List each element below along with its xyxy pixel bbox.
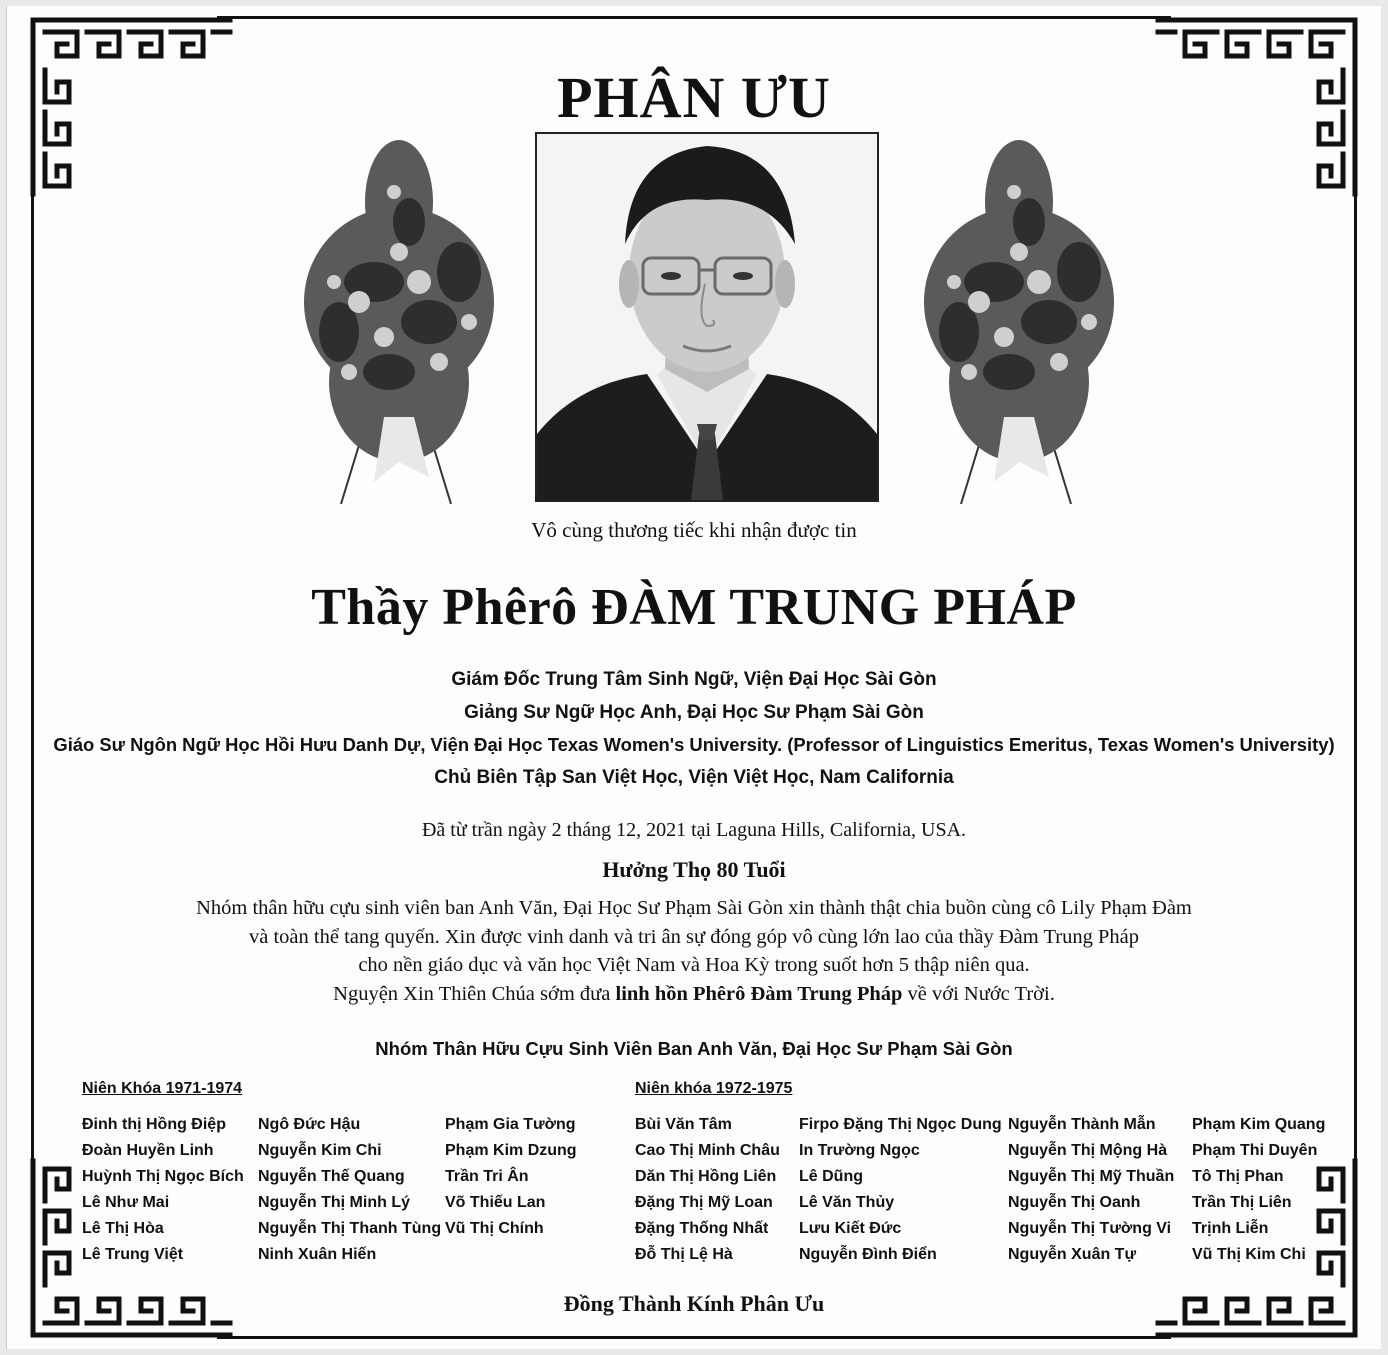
list-item: Bùi Văn Tâm [635,1116,732,1133]
list-item: Đoàn Huyền Linh [82,1142,214,1159]
list-item: Lê Dũng [799,1168,863,1185]
position-line: Giám Đốc Trung Tâm Sinh Ngữ, Viện Đại Học Sài Gòn [451,669,937,690]
list-item: Vũ Thị Chính [445,1220,544,1237]
names-column [635,1112,780,1268]
list-item: Lê Trung Việt [82,1246,184,1263]
message-text: Nguyện Xin Thiên Chúa sớm đưa [333,982,616,1005]
list-item: Phạm Gia Tường [445,1116,576,1133]
list-item: Lê Như Mai [82,1194,170,1211]
portrait-photo [535,132,879,502]
message-line: và toàn thể tang quyến. Xin được vinh danh và tri ân sự đóng góp vô cùng lớn lao của thầy Đàm Trung Pháp [249,925,1139,948]
list-item: Nguyễn Thị Minh Lý [258,1194,410,1211]
list-item: Nguyễn Thế Quang [258,1168,405,1185]
names-column [1008,1112,1174,1268]
obituary-page [6,6,1381,1349]
message-line: cho nền giáo dục và văn học Việt Nam và Hoa Kỳ trong suốt hơn 5 thập niên qua. [358,954,1030,976]
list-item: Ngô Đức Hậu [258,1116,361,1133]
group-name: Nhóm Thân Hữu Cựu Sinh Viên Ban Anh Văn, Đại Học Sư Phạm Sài Gòn [375,1038,1013,1059]
list-item: In Trường Ngọc [799,1142,920,1159]
list-item: Trần Tri Ân [445,1168,529,1185]
list-item: Huỳnh Thị Ngọc Bích [82,1168,244,1185]
position-line: Giảng Sư Ngữ Học Anh, Đại Học Sư Phạm Sài Gòn [464,701,924,723]
list-item: Firpo Đặng Thị Ngọc Dung [799,1116,1002,1133]
list-item: Phạm Thi Duyên [1192,1142,1318,1159]
list-item: Đặng Thị Mỹ Loan [635,1194,773,1211]
cohort-heading: Niên Khóa 1971-1974 [82,1080,243,1097]
position-line: Giáo Sư Ngôn Ngữ Học Hồi Hưu Danh Dự, Viện Đại Học Texas Women's University. (Professor of Linguistics Emeritus, Texas Women's University) [53,734,1335,755]
frame-bottom-line [217,1336,1171,1339]
intro-text: Vô cùng thương tiếc khi nhận được tin [531,518,857,542]
list-item: Phạm Kim Quang [1192,1116,1326,1133]
page-title: PHÂN ƯU [557,65,831,130]
deceased-name: Thầy Phêrô ĐÀM TRUNG PHÁP [311,579,1077,636]
list-item: Trịnh Liễn [1192,1220,1269,1237]
names-column [1192,1112,1325,1268]
list-item: Nguyễn Thành Mẫn [1008,1116,1156,1133]
list-item: Nguyễn Thị Tường Vi [1008,1220,1172,1237]
positions-list [7,664,1381,794]
message-bold-text: linh hồn Phêrô Đàm Trung Pháp [615,982,903,1005]
list-item: Phạm Kim Dzung [445,1142,577,1159]
list-item: Đặng Thống Nhất [635,1220,769,1237]
frame-top-line [217,16,1171,19]
age-text: Hưởng Thọ 80 Tuổi [602,857,786,882]
flower-wreath-left [279,132,519,504]
message-line [7,980,1381,1009]
message-line: Nhóm thân hữu cựu sinh viên ban Anh Văn, Đại Học Sư Phạm Sài Gòn xin thành thật chia buồn cùng cô Lily Phạm Đàm [196,897,1192,919]
names-column [82,1112,244,1268]
flower-wreath-right [899,132,1139,504]
names-column [258,1112,441,1268]
list-item: Nguyễn Xuân Tự [1008,1246,1137,1263]
list-item: Nguyễn Thị Mộng Hà [1008,1142,1168,1159]
list-item: Lưu Kiết Đức [799,1220,902,1237]
message-text: về với Nước Trời. [902,982,1055,1005]
list-item: Tô Thị Phan [1192,1168,1284,1185]
closing-line: Đồng Thành Kính Phân Ưu [563,1291,825,1316]
list-item: Nguyễn Thị Oanh [1008,1194,1141,1211]
list-item: Nguyễn Thị Thanh Tùng [258,1220,442,1237]
condolence-message [7,894,1381,1008]
names-column [445,1112,577,1242]
cohort-heading: Niên khóa 1972-1975 [635,1080,793,1097]
list-item: Đinh thị Hồng Điệp [82,1116,226,1133]
list-item: Đỗ Thị Lệ Hà [635,1246,733,1263]
list-item: Trần Thị Liên [1192,1194,1292,1211]
position-line: Chủ Biên Tập San Việt Học, Viện Việt Học, Nam California [434,766,954,788]
list-item: Ninh Xuân Hiến [258,1246,377,1263]
list-item: Nguyễn Thị Mỹ Thuần [1008,1168,1175,1185]
list-item: Lê Văn Thủy [799,1194,895,1211]
list-item: Nguyễn Đình Điển [799,1246,937,1263]
list-item: Cao Thị Minh Châu [635,1142,780,1159]
passing-date: Đã từ trần ngày 2 tháng 12, 2021 tại Laguna Hills, California, USA. [421,819,967,841]
list-item: Lê Thị Hòa [82,1220,164,1237]
list-item: Võ Thiếu Lan [445,1194,546,1211]
list-item: Dăn Thị Hồng Liên [635,1168,777,1185]
list-item: Nguyễn Kim Chi [258,1142,382,1159]
names-column [799,1112,1002,1268]
list-item: Vũ Thị Kim Chi [1192,1246,1306,1263]
